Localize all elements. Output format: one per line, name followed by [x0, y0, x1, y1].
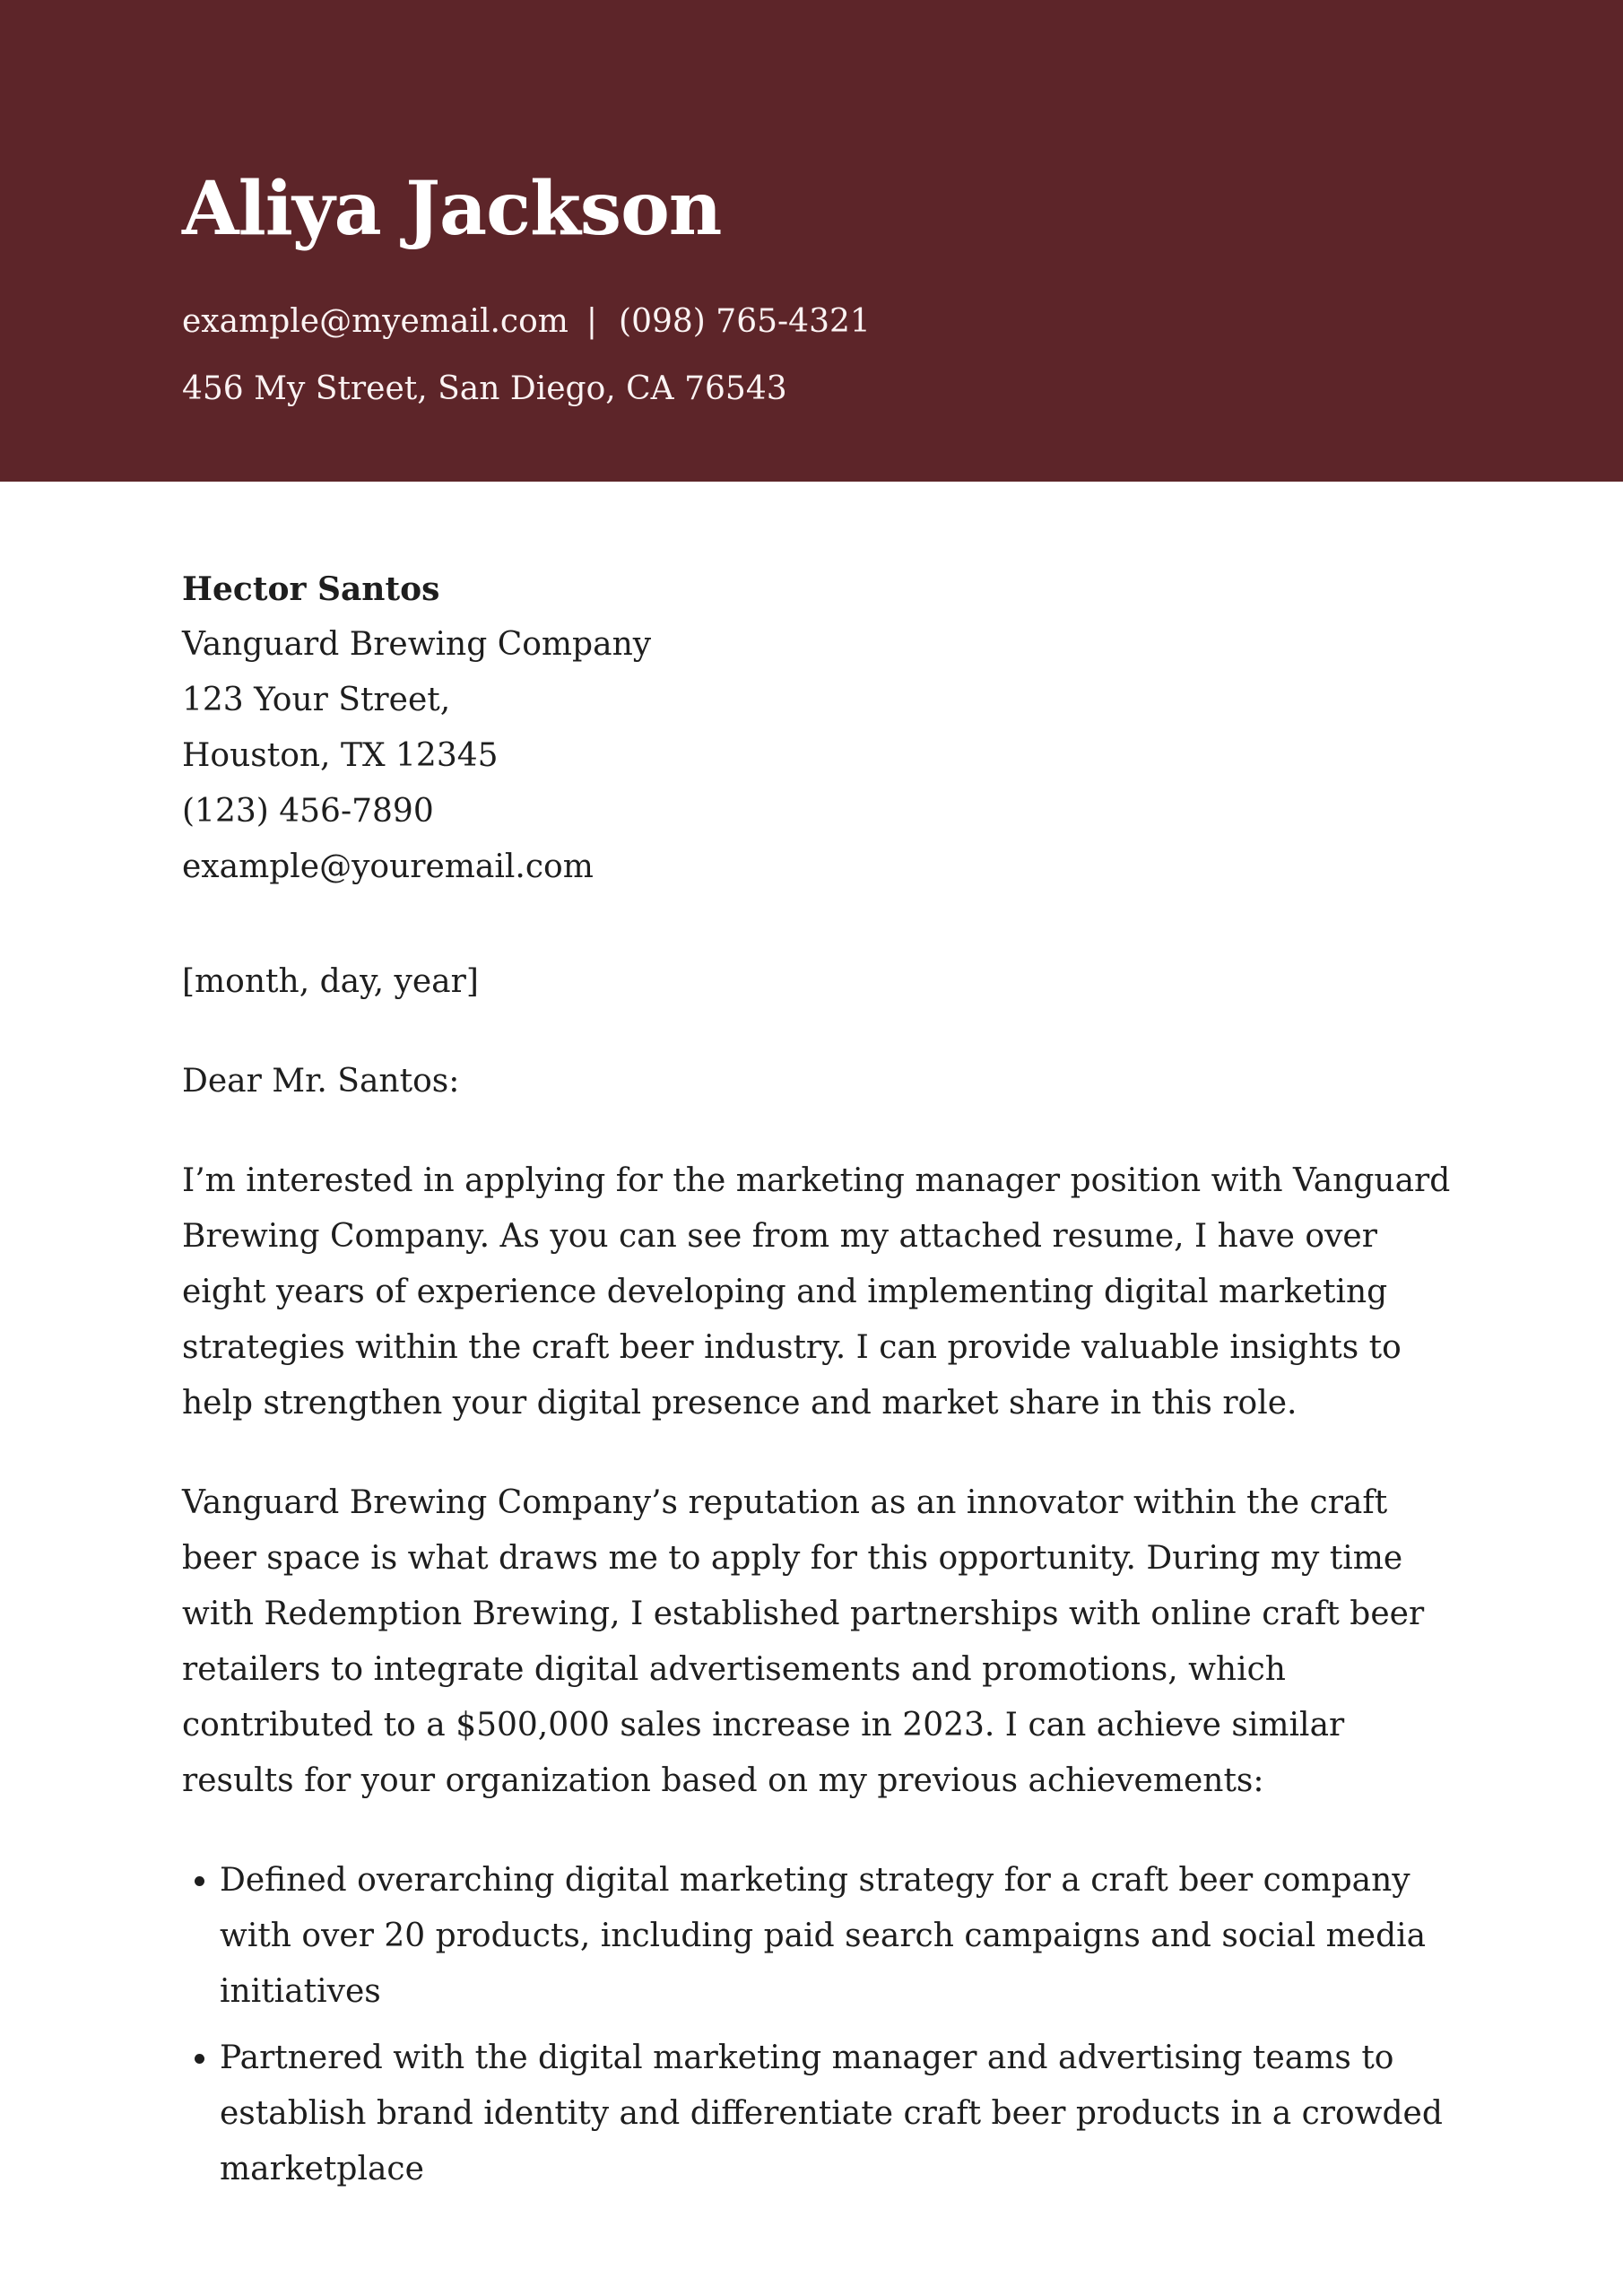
achievement-item: • Defined overarching digital marketing strategy for a craft beer company with over 20 products, including paid search campaigns and social media initiatives — [220, 1853, 1464, 2020]
letter-date: [month, day, year] — [182, 963, 479, 1000]
recipient-street: 123 Your Street, — [182, 682, 451, 718]
achievements-list — [182, 1853, 1464, 2197]
paragraph-intro: I’m interested in applying for the marketing manager position with Vanguard Brewing Company. As you can see from my attached resume, I have over eight years of experience developing and implementing digital marketing strategies within the craft beer industry. I can provide valuable insights to help strengthen your digital presence and market share in this role. — [182, 1162, 1451, 1422]
achievement-item: • Partnered with the digital marketing manager and advertising teams to establish brand identity and differentiate craft beer products in a crowded marketplace — [220, 2031, 1464, 2197]
letter-body — [182, 561, 1464, 2208]
contact-row — [182, 300, 871, 344]
applicant-email: example@myemail.com — [182, 303, 568, 340]
applicant-phone: (098) 765-4321 — [619, 303, 871, 340]
recipient-name: Hector Santos — [182, 570, 440, 608]
recipient-block — [182, 561, 1464, 895]
applicant-address: 456 My Street, San Diego, CA 76543 — [182, 370, 787, 407]
paragraph-experience: Vanguard Brewing Company’s reputation as an innovator within the craft beer space is what draws me to apply for this opportunity. During my time with Redemption Brewing, I established partnerships with online craft beer retailers to integrate digital advertisements and promotions, which contributed to a $500,000 sales increase in 2023. I can achieve similar results for your organization based on my previous achievements: — [182, 1484, 1425, 1799]
recipient-phone: (123) 456-7890 — [182, 793, 434, 830]
applicant-name: Aliya Jackson — [182, 166, 722, 252]
contact-separator: | — [586, 303, 598, 340]
recipient-city: Houston, TX 12345 — [182, 737, 499, 774]
header-banner — [0, 0, 1623, 482]
recipient-company: Vanguard Brewing Company — [182, 626, 652, 663]
salutation: Dear Mr. Santos: — [182, 1063, 460, 1100]
recipient-email: example@youremail.com — [182, 848, 594, 885]
